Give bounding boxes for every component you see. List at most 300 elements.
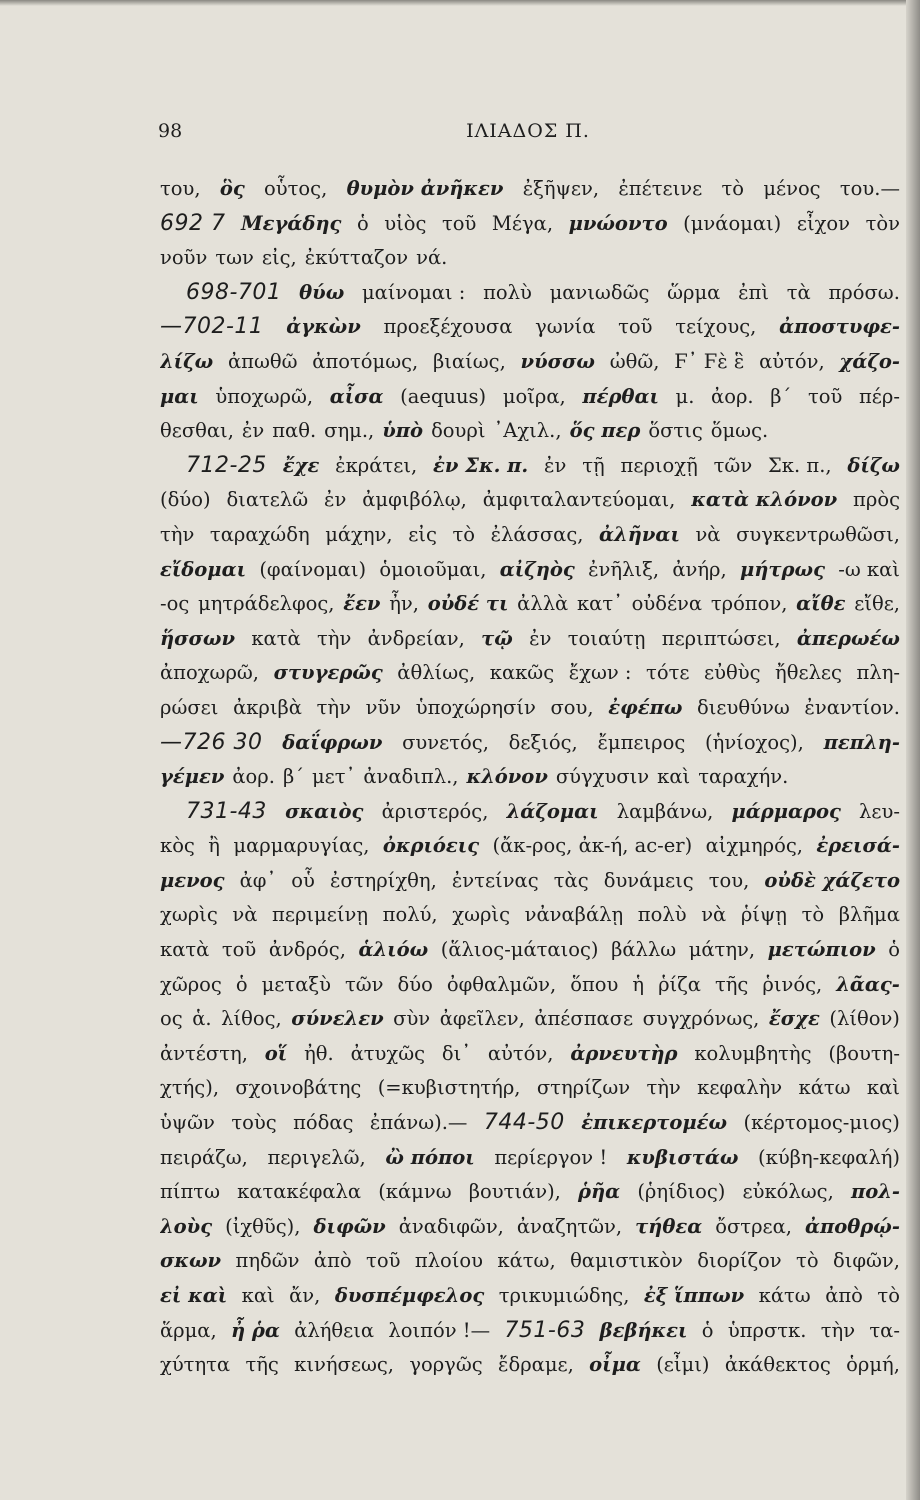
gloss-text: ἁ. (192, 1007, 212, 1031)
gloss-text: (aequus) (400, 384, 487, 408)
gloss-text: χύτητα (160, 1353, 231, 1377)
gloss-text: πόδας (293, 1111, 354, 1135)
gloss-text: εὐθὺς (704, 661, 761, 685)
lemma: ἀγκὼν (286, 315, 361, 339)
lemma: ὃς (219, 177, 245, 200)
gloss-text: τῇ (582, 453, 605, 477)
lemma: οὐδέ τι (427, 592, 509, 616)
gloss-text: μαίνομαι : (362, 280, 466, 304)
lemma: μνώοντο (568, 211, 668, 235)
page-number: 98 (158, 120, 183, 142)
gloss-text: γωνία (535, 315, 596, 339)
lemma: ἐν Σκ. π. (433, 453, 529, 477)
lemma: μήτρως (739, 557, 825, 581)
gloss-text: σὺν (393, 1007, 431, 1031)
gloss-text: τὸ (721, 177, 745, 200)
gloss-text: τῆς (714, 972, 749, 996)
gloss-text: νοῦν (160, 246, 208, 270)
gloss-text: κολυμβητὴς (694, 1041, 812, 1065)
gloss-text: περιμείνῃ (272, 903, 369, 927)
gloss-text: πλη- (856, 661, 900, 685)
gloss-text: τῆς (245, 1353, 279, 1377)
gloss-text: ἐν (529, 626, 552, 650)
lemma: ἀπερωέω (796, 626, 900, 650)
text-line (160, 414, 900, 449)
text-line (160, 1279, 900, 1314)
gloss-text: ὑποχώρησίν (415, 695, 536, 719)
gloss-text: χωρὶς (452, 903, 510, 927)
gloss-text: -ω καὶ (838, 557, 900, 581)
lemma: αἶσα (329, 384, 384, 408)
gloss-text: ὅπου (570, 972, 619, 996)
gloss-text: ῥίζα (658, 972, 701, 996)
gloss-text: ὁ (888, 938, 900, 962)
gloss-text: σου, (550, 695, 594, 719)
gloss-text: κινήσεως, (294, 1353, 394, 1377)
gloss-text: στηρίζων (536, 1076, 631, 1100)
gloss-text: εἰς (408, 522, 437, 546)
gloss-text: χωρὶς (160, 903, 218, 927)
gloss-text: χῶρος (160, 972, 222, 996)
gloss-text: ρώσει (160, 695, 219, 719)
gloss-text: βιαίως, (433, 349, 506, 373)
gloss-text: νῦν (365, 695, 402, 719)
lemma: σκων (160, 1249, 222, 1273)
gloss-text: πολύ, (382, 903, 438, 927)
gloss-text: δυνάμεις (603, 868, 694, 892)
text-line (160, 172, 900, 207)
gloss-text: ἐλάσσας, (490, 522, 584, 546)
gloss-text: ἀπὸ (313, 1249, 352, 1273)
gloss-text: ὁ (356, 211, 369, 235)
gloss-text: ὑπρστκ. (727, 1318, 807, 1342)
gloss-text: διευθύνω (697, 695, 790, 719)
text-line (160, 898, 900, 933)
lemma: τῷ (481, 626, 513, 650)
gloss-text: συγχρόνως, (642, 1007, 760, 1031)
lemma: ἔσχε (768, 1007, 820, 1031)
gloss-text: (κάμνω (378, 1180, 452, 1204)
lemma: μενος (160, 868, 225, 892)
lemma: ἐπικερτομέω (581, 1111, 728, 1135)
gloss-text: συγκεντρωθῶσι, (736, 522, 900, 546)
gloss-text: σχοινοβάτης (235, 1076, 362, 1100)
lemma: λᾶας- (836, 972, 900, 996)
text-line (160, 1106, 900, 1141)
gloss-text: μάχην, (325, 522, 393, 546)
gloss-text: νὰ (701, 903, 727, 927)
gloss-text: μένος (763, 177, 821, 200)
gloss-text: ᾽Αχιλ., (493, 419, 562, 443)
verse-reference: 751-63 (504, 1317, 586, 1343)
gloss-text: ἅρμα, (160, 1318, 217, 1342)
gloss-text: νἀναβάλῃ (524, 903, 624, 927)
lemma: ἀρνευτὴρ (570, 1041, 678, 1065)
gloss-text: τα- (869, 1318, 900, 1342)
lemma: ἐξ ἵππων (643, 1284, 745, 1307)
gloss-text: ἐπέτεινε (618, 177, 703, 200)
gloss-text: ἀναδιπλ., (363, 765, 459, 789)
gloss-text: τῶν (713, 453, 753, 477)
verse-reference: 712-25 (186, 452, 267, 478)
gloss-text: πειράζω, (160, 1145, 248, 1169)
gloss-text: χτής), (160, 1076, 220, 1100)
lemma: μετώπιον (767, 938, 876, 962)
gloss-text: τὴν (316, 695, 351, 719)
gloss-text: θεσθαι, (160, 419, 234, 443)
gloss-text: ἐκράτει, (335, 453, 418, 477)
commentary-text (160, 172, 900, 1383)
text-line (160, 241, 900, 276)
gloss-text: οὐδένα (631, 592, 703, 616)
gloss-text: περιγελῶ, (267, 1145, 366, 1169)
gloss-text: νὰ (232, 903, 258, 927)
gloss-text: ἐπὶ (738, 280, 770, 304)
gloss-text: καὶ (866, 1076, 900, 1100)
gloss-text: μανιωδῶς (549, 280, 650, 304)
gloss-text: (λίθον) (829, 1007, 900, 1031)
gloss-text: τὴν (646, 1076, 681, 1100)
lemma: βεβήκει (599, 1318, 688, 1342)
gloss-text: κάτω (758, 1284, 811, 1307)
gloss-text: ἀνδρείαν, (367, 626, 465, 650)
gloss-text: ἐκύτταζον (304, 246, 409, 270)
gloss-text: ἄν, (289, 1284, 321, 1307)
gloss-text: ὀφθαλμῶν, (446, 972, 557, 996)
gloss-text: ἐν (241, 419, 265, 443)
gloss-text: κατὰ (160, 938, 210, 962)
text-line (160, 310, 900, 345)
gloss-text: τὸ (801, 903, 825, 927)
scan-right-edge (906, 0, 920, 1500)
gloss-text: τὰς (553, 868, 589, 892)
gloss-text: κάτω (798, 1076, 851, 1100)
gloss-text: ἀντέστη, (160, 1041, 248, 1065)
gloss-text: τὸ (877, 1284, 900, 1307)
gloss-text: του.— (839, 177, 900, 200)
gloss-text: καὶ (241, 1284, 275, 1307)
gloss-text: βλῆμα (838, 903, 900, 927)
gloss-text: ἀριστερός, (381, 799, 489, 823)
lemma: ἀποθρῴ- (805, 1214, 900, 1238)
gloss-text: ἀλλὰ (517, 592, 569, 616)
gloss-text: ἀκριβὰ (233, 695, 302, 719)
text-line (160, 864, 900, 899)
gloss-text: ἐξῆψεν, (522, 177, 600, 200)
verse-reference: —726 30 (160, 729, 263, 755)
gloss-text: πίπτω (160, 1180, 220, 1204)
lemma: ὢ πόποι (385, 1145, 475, 1169)
gloss-text: πολὺ (637, 903, 687, 927)
lemma: γέμεν (160, 765, 225, 789)
verse-reference: 692 7 (160, 210, 226, 236)
lemma: λάζομαι (506, 799, 599, 823)
gloss-text: θαμιστικὸν (570, 1249, 683, 1273)
text-line (160, 656, 900, 691)
gloss-text: ἀποχωρῶ, (160, 661, 260, 685)
gloss-text: πηδῶν (235, 1249, 300, 1273)
gloss-text: ἀορ. (232, 765, 275, 789)
text-line (160, 1348, 900, 1383)
gloss-text: μάτην, (688, 938, 756, 962)
gloss-text: (μνάομαι) (683, 211, 782, 235)
gloss-text: δουρὶ (431, 419, 486, 443)
lemma: τήθεα (635, 1214, 703, 1238)
gloss-text: μεταξὺ (261, 972, 331, 996)
lemma: δίζω (847, 453, 900, 477)
verse-reference: 731-43 (186, 798, 267, 824)
gloss-text: -ος (160, 592, 190, 616)
gloss-text: αἰχμηρός, (705, 834, 803, 858)
gloss-text: λοιπόν !— (388, 1318, 491, 1342)
gloss-text: πέρ- (858, 384, 900, 408)
gloss-text: οὗ (291, 868, 315, 892)
gloss-text: μοῖρα, (502, 384, 566, 408)
gloss-text: μετ᾽ (312, 765, 356, 789)
text-line (160, 587, 900, 622)
lemma: αἴθε (796, 592, 846, 616)
gloss-text: ἀθλίως, (397, 661, 476, 685)
lemma: ὀκριόεις (382, 834, 480, 858)
gloss-text: ὁρμή, (846, 1353, 900, 1377)
gloss-text: ἐν (324, 488, 347, 512)
gloss-text: μαρμαρυγίας, (233, 834, 370, 858)
gloss-text: (ἰχθῦς), (225, 1214, 301, 1238)
gloss-text: ἀναδιφῶν, (398, 1214, 504, 1238)
gloss-text: β΄ (770, 384, 792, 408)
text-line (160, 829, 900, 864)
text-line (160, 276, 900, 311)
gloss-text: ἀμφιβόλῳ, (362, 488, 467, 512)
verse-reference: —702-11 (160, 314, 264, 340)
lemma: αἰζηὸς (499, 557, 575, 581)
gloss-text: Ϝ᾽ Ϝὲ ἓ (674, 349, 745, 373)
gloss-text: αὐτόν, (487, 1041, 554, 1065)
text-line (160, 207, 900, 242)
lemma: νύσσω (520, 349, 595, 373)
gloss-text: τὴν (160, 522, 195, 546)
gloss-text: ος (160, 1007, 183, 1031)
gloss-text: (=κυβιστητήρ, (377, 1076, 521, 1100)
gloss-text: ἀποτόμως, (312, 349, 419, 373)
gloss-text: (εἶμι) (656, 1353, 710, 1377)
gloss-text: ἀπωθῶ (228, 349, 298, 373)
lemma: διφῶν (313, 1214, 386, 1238)
gloss-text: οὗτος, (264, 177, 328, 200)
gloss-text: προεξέχουσα (383, 315, 513, 339)
page-header (158, 120, 898, 160)
gloss-text: ἐπάνω).— (369, 1111, 468, 1135)
lemma: κλόνον (466, 765, 548, 789)
gloss-text: τοῦ (618, 315, 653, 339)
gloss-text: ἐστηρίχθη, (329, 868, 437, 892)
gloss-text: εἰς, (261, 246, 297, 270)
gloss-text: του, (708, 868, 750, 892)
lemma: κυβιστάω (626, 1145, 739, 1169)
gloss-text: ἐναντίον. (804, 695, 900, 719)
gloss-text: τὴν (316, 626, 352, 650)
gloss-text: τὸ (452, 522, 475, 546)
gloss-text: πρὸς (853, 488, 900, 512)
gloss-text: ταραχήν. (698, 765, 789, 789)
gloss-text: λευ- (859, 799, 900, 823)
gloss-text: τοῦ (221, 938, 257, 962)
gloss-text: τοῦ (807, 384, 843, 408)
gloss-text: ἐντείνας (451, 868, 539, 892)
gloss-text: τὸν (865, 211, 900, 235)
gloss-text: κὸς (160, 834, 195, 858)
lemma: θύω (299, 280, 345, 304)
gloss-text: ὁ (235, 972, 248, 996)
text-line (160, 622, 900, 657)
gloss-text: ἀφ᾽ (239, 868, 277, 892)
text-line (160, 1071, 900, 1106)
gloss-text: τὰ (786, 280, 811, 304)
lemma: ἔχε (282, 453, 320, 477)
lemma: οἵ (264, 1041, 288, 1065)
gloss-text: ἀκάθεκτος (724, 1353, 831, 1377)
gloss-text: ὑποχωρῶ, (215, 384, 314, 408)
lemma: κατὰ κλόνον (691, 488, 838, 512)
lemma: σκαιὸς (285, 799, 364, 823)
gloss-text: κατ᾽ (576, 592, 623, 616)
gloss-text: ῥινός, (762, 972, 823, 996)
verse-reference: 698-701 (186, 279, 282, 305)
gloss-text: διορίζον (697, 1249, 782, 1273)
gloss-text: ἔμπειρος (597, 730, 686, 754)
text-line (160, 1244, 900, 1279)
text-line (160, 449, 900, 484)
gloss-text: (δύο) (160, 488, 211, 512)
lemma: χάζο- (839, 349, 900, 373)
lemma: οὐδὲ χάζετο (764, 868, 900, 892)
lemma: μαι (160, 384, 199, 408)
gloss-text: ὑψῶν (160, 1111, 215, 1135)
gloss-text: κεφαλὴν (697, 1076, 783, 1100)
gloss-text: ταραχώδη (209, 522, 310, 546)
lemma: δαΐφρων (282, 730, 383, 754)
gloss-text: διατελῶ (226, 488, 309, 512)
gloss-text: (βουτη- (828, 1041, 900, 1065)
gloss-text: βάλλω (611, 938, 677, 962)
gloss-text: σύγχυσιν (555, 765, 650, 789)
text-line (160, 1002, 900, 1037)
gloss-text: τοῦ (441, 211, 477, 235)
text-line (160, 760, 900, 795)
gloss-text: τὸ (796, 1249, 819, 1273)
lemma: ἥσσων (160, 626, 236, 650)
gloss-text: περιοχῇ (620, 453, 698, 477)
gloss-text: β΄ (282, 765, 304, 789)
gloss-text: ἡ (632, 972, 645, 996)
gloss-text: (κέρτομος-μιος) (743, 1111, 900, 1135)
text-line (160, 795, 900, 830)
lemma: ἁλιόω (358, 938, 429, 962)
gloss-text: βουτιάν), (468, 1180, 561, 1204)
gloss-text: μητράδελφος, (197, 592, 335, 616)
gloss-text: (ἄκ-ρος, ἀκ-ή, ac-er) (492, 834, 693, 858)
text-line (160, 380, 900, 415)
gloss-text: ἀνήρ, (672, 557, 727, 581)
gloss-text: ῥίψῃ (740, 903, 787, 927)
gloss-text: ἀορ. (711, 384, 754, 408)
text-line (160, 968, 900, 1003)
gloss-text: παθ. (272, 419, 317, 443)
text-line (160, 518, 900, 553)
scan-top-edge (0, 0, 920, 6)
gloss-text: δύο (397, 972, 433, 996)
gloss-text: ἤθελες (775, 661, 842, 685)
lemma: πολ- (850, 1180, 900, 1204)
gloss-text: κατὰ (251, 626, 301, 650)
gloss-text: δι᾽ (441, 1041, 472, 1065)
gloss-text: τοῦ (366, 1249, 401, 1273)
gloss-text: τρόπον, (710, 592, 788, 616)
gloss-text: πλοίου (414, 1249, 483, 1273)
gloss-text: υἱὸς (384, 211, 427, 235)
gloss-text: ἦν, (389, 592, 419, 616)
gloss-text: ἔχων : (568, 661, 632, 685)
text-line (160, 345, 900, 380)
gloss-text: γοργῶς (409, 1353, 483, 1377)
gloss-text: τείχους, (675, 315, 757, 339)
gloss-text: ὁμοιοῦμαι, (379, 557, 487, 581)
gloss-text: του, (160, 177, 201, 200)
gloss-text: εἶχον (796, 211, 851, 235)
gloss-text: ὄστρεα, (715, 1214, 793, 1238)
gloss-text: ὅστις (648, 419, 703, 443)
text-line (160, 933, 900, 968)
lemma: εἴδομαι (160, 557, 247, 581)
gloss-text: περιπτώσει, (661, 626, 781, 650)
gloss-text: σημ., (324, 419, 375, 443)
lemma: στυγερῶς (273, 661, 383, 685)
text-line (160, 726, 900, 761)
verse-reference: 744-50 (483, 1110, 565, 1136)
gloss-text: εὐκόλως, (742, 1180, 834, 1204)
lemma: θυμὸν ἀνῆκεν (346, 177, 504, 200)
text-line (160, 1141, 900, 1176)
gloss-text: (φαίνομαι) (259, 557, 367, 581)
gloss-text: ἀφεῖλεν, (439, 1007, 525, 1031)
gloss-text: ὠθῶ, (609, 349, 660, 373)
gloss-text: ἀναζητῶν, (516, 1214, 623, 1238)
gloss-text: (κύβη-κεφαλή) (758, 1145, 900, 1169)
gloss-text: τοὺς (231, 1111, 277, 1135)
gloss-text: τῶν (344, 972, 384, 996)
text-line (160, 483, 900, 518)
gloss-text: δεξιός, (508, 730, 578, 754)
gloss-text: κάτω, (497, 1249, 556, 1273)
gloss-text: τότε (646, 661, 690, 685)
text-line (160, 691, 900, 726)
lemma: λοὺς (160, 1214, 213, 1238)
gloss-text: τοιαύτῃ (567, 626, 646, 650)
lemma: ἔεν (343, 592, 381, 616)
gloss-text: καὶ (657, 765, 691, 789)
lemma: ἀποστυφε- (779, 315, 900, 339)
text-line (160, 1037, 900, 1072)
gloss-text: λαμβάνω, (616, 799, 714, 823)
gloss-text: διφῶν, (832, 1249, 900, 1273)
gloss-text: (ἅλιος-μάταιος) (440, 938, 599, 962)
gloss-text: πρόσω. (828, 280, 900, 304)
gloss-text: ἀνδρός, (268, 938, 346, 962)
gloss-text: κατακέφαλα (237, 1180, 362, 1204)
gloss-text: ὁ (701, 1318, 714, 1342)
gloss-text: νὰ (695, 522, 721, 546)
gloss-text: Μέγα, (491, 211, 554, 235)
